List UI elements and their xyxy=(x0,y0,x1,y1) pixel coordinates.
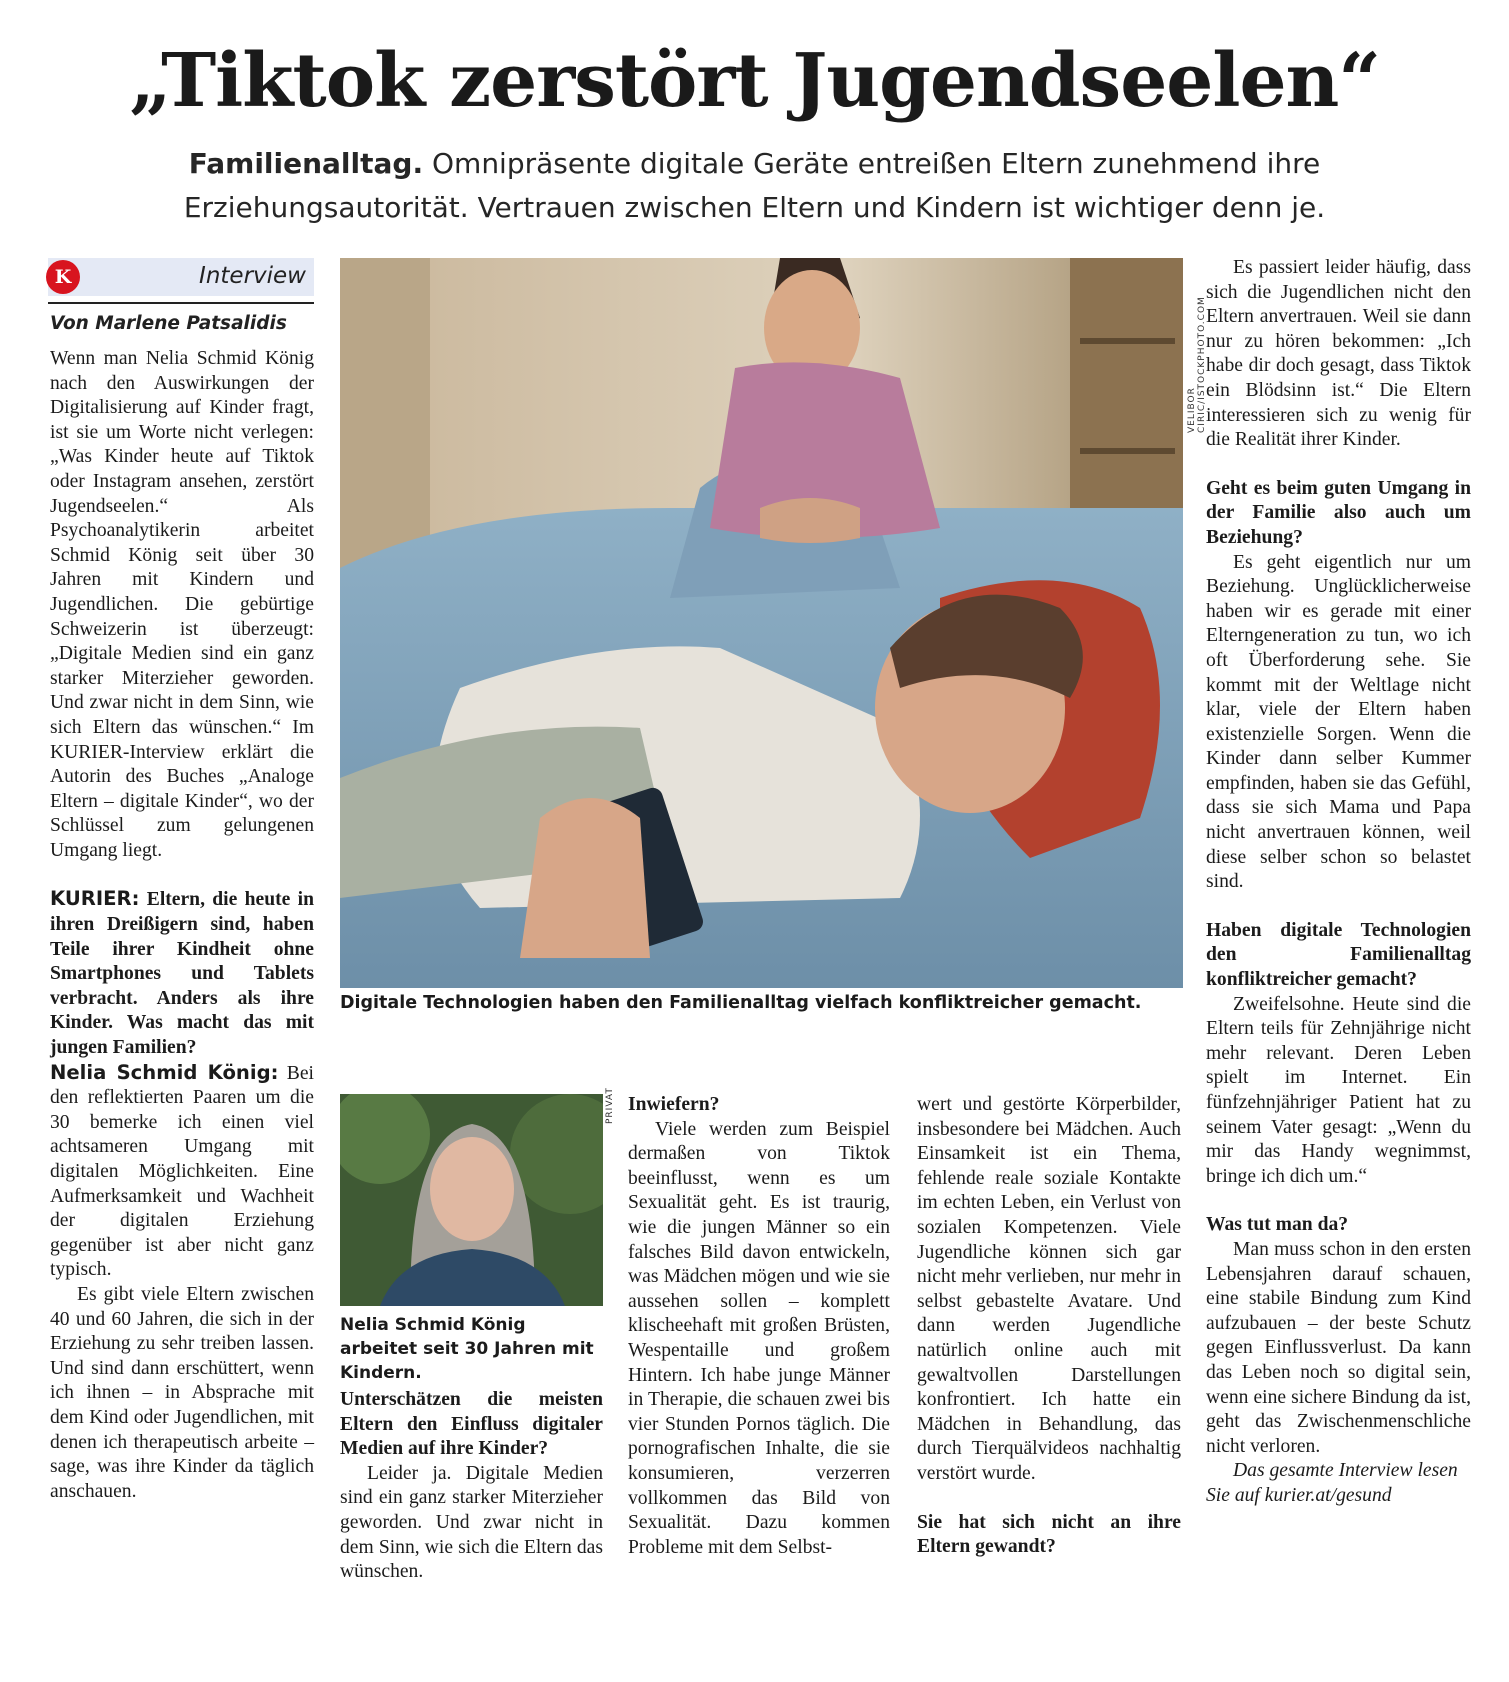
main-photo xyxy=(340,258,1183,988)
main-photo-credit: VELIBOR CIRIC/ISTOCKPHOTO.COM xyxy=(1187,296,1207,433)
column-3 xyxy=(628,1093,890,1560)
byline: Von Marlene Patsalidis xyxy=(50,313,287,334)
question-6: Haben digitale Technologien den Familienalltag konfliktreicher gemacht? xyxy=(1206,919,1471,991)
main-photo-caption: Digitale Technologien haben den Familienalltag vielfach konfliktreicher gemacht. xyxy=(340,993,1142,1013)
column-1 xyxy=(50,347,314,1504)
subhead-line1: Omnipräsente digitale Geräte entreißen Eltern zunehmend ihre xyxy=(432,147,1321,180)
portrait-caption: Nelia Schmid König arbeitet seit 30 Jahren mit Kindern. xyxy=(340,1315,594,1383)
answer-1 xyxy=(50,1061,314,1283)
badge-rule xyxy=(48,302,314,304)
portrait-credit: PRIVAT xyxy=(605,1087,615,1124)
answer-4: Es passiert leider häufig, dass sich die Jugendlichen nicht den Eltern anvertrauen. Weil sie dann nur zu hören bekommen: „Ich habe dir doch gesagt, dass Tiktok ein Blödsinn ist.“ Die Eltern interessieren sich zu wenig für die Realität ihrer Kinder. xyxy=(1206,257,1471,451)
question-1 xyxy=(50,887,314,1060)
question-3: Inwiefern? xyxy=(628,1094,720,1115)
answer-7: Man muss schon in den ersten Lebensjahren darauf schauen, eine stabile Bindung zum Kind aufzubauen – der beste Schutz gegen Einflussverlust. Da kann das Leben noch so digital sein, wenn eine sichere Bindung da ist, geht das Zwischenmenschliche nicht verloren. xyxy=(1206,1238,1471,1457)
question-7: Was tut man da? xyxy=(1206,1214,1349,1236)
subhead-kicker: Familienalltag. xyxy=(188,147,424,180)
answer-3-cont: wert und gestörte Körperbilder, insbesondere bei Mädchen. Auch Einsamkeit ist ein Thema, fehlende reale soziale Kontakte im echten Leben, ein Verlust von sozialen Kompetenzen. Viele Jugendliche können sich gar nicht mehr verlieben, nur mehr in selbst gebastelte Avatare. Und dann werden Jugendliche natürlich online auch mit gewaltvollen Darstellungen konfrontiert. Ich hatte ein Mädchen in Behandlung, das durch Tierquälvideos nachhaltig verstört wurde. xyxy=(917,1094,1181,1484)
answer-1-cont: Es gibt viele Eltern zwischen 40 und 60 Jahren, die sich in der Erziehung zu sehr treiben lassen. Und sind dann erschüttert, wenn ich ihnen – in Absprache mit dem Kind oder Jugendlichen, mit denen ich therapeutisch arbeite – sage, was ihre Kinder da täglich anschauen. xyxy=(50,1283,314,1502)
answer-3: Viele werden zum Beispiel dermaßen von Tiktok beeinflusst, wenn es um Sexualität geht. Es ist traurig, wie die jungen Männer so ein falsches Bild davon entwickeln, was Mädchen mögen und wie sie aussehen sollen – komplett klischeehaft mit großen Brüsten, Wespentaille und großem Hintern. Ich habe junge Männer in Therapie, die schauen zwei bis vier Stunden Pornos täglich. Die pornografischen Inhalte, die sie konsumieren, verzerren vollkommen das Bild von Sexualität. Dazu kommen Probleme mit dem Selbst- xyxy=(628,1118,890,1558)
answer-2: Leider ja. Digitale Medien sind ein ganz starker Miterzieher geworden. Und zwar nicht in dem Sinn, wie sich die Eltern das wünschen. xyxy=(340,1462,603,1583)
portrait-photo xyxy=(340,1094,603,1306)
column-4 xyxy=(917,1093,1181,1560)
question-4: Sie hat sich nicht an ihre Eltern gewandt? xyxy=(917,1511,1181,1558)
question-5: Geht es beim guten Umgang in der Familie also auch um Beziehung? xyxy=(1206,477,1471,548)
subheadline xyxy=(150,142,1359,230)
column-2 xyxy=(340,1388,603,1585)
intro-text: Wenn man Nelia Schmid König nach den Auswirkungen der Digitalisierung auf Kinder fragt, ist sie um Worte nicht verlegen: „Was Kinder heute auf Tiktok oder Instagram ansehen, zerstört Jugendseelen.“ Als Psychoanalytikerin arbeitet Schmid König seit über 30 Jahren mit Kindern und Jugendlichen. Die gebürtige Schweizerin ist überzeugt: „Digitale Medien sind ein ganz starker Miterzieher geworden. Und zwar nicht in dem Sinn, wie sich Eltern das wünschen.“ Im KURIER-Interview erklärt die Autorin des Buches „Analoge Eltern – digitale Kinder“, wo der Schlüssel zum gelungenen Umgang liegt. xyxy=(50,348,314,861)
answer-1-text: Bei den reflektierten Paaren um die 30 bemerke ich einen viel achtsameren Umgang mit digitalen Möglichkeiten. Eine Aufmerksamkeit und Wachheit der digitalen Erziehung gegenüber ist aber nicht ganz typisch. xyxy=(50,1062,314,1281)
portrait-image xyxy=(340,1094,603,1306)
headline: „Tiktok zerstört Jugendseelen“ xyxy=(129,38,1380,124)
kurier-label: KURIER: xyxy=(50,887,140,911)
interview-label: Interview xyxy=(199,263,306,289)
interviewee-label: Nelia Schmid König: xyxy=(50,1060,279,1084)
subhead-line2: Erziehungsautorität. Vertrauen zwischen Eltern und Kindern ist wichtiger denn je. xyxy=(183,191,1326,224)
question-2: Unterschätzen die meisten Eltern den Einfluss digitaler Medien auf ihre Kinder? xyxy=(340,1389,603,1460)
kurier-logo-icon: K xyxy=(46,260,80,294)
question-1-text: Eltern, die heute in ihren Dreißigern sind, haben Teile ihrer Kindheit ohne Smartphones und Tablets verbracht. Anders als ihre Kinder. Was macht das mit jungen Familien? xyxy=(50,889,314,1059)
answer-5: Es geht eigentlich nur um Beziehung. Unglücklicherweise haben wir es gerade mit einer Elterngeneration zu tun, wo ich oft Überforderung sehe. Sie kommt mit der Weltlage nicht klar, viele der Eltern haben existenzielle Sorgen. Wenn die Kinder dann selber Kummer empfinden, haben sie das Gefühl, dass sie sich Mama und Papa nicht anvertrauen können, weil diese selber schon so belastet sind. xyxy=(1206,551,1471,893)
column-5 xyxy=(1206,256,1471,1509)
footer-note: Das gesamte Interview lesen Sie auf kurier.at/gesund xyxy=(1206,1460,1458,1506)
answer-6: Zweifelsohne. Heute sind die Eltern teils für Zehnjährige nicht mehr relevant. Deren Leben spielt im Internet. Ein fünfzehnjähriger Patient hat zu seinem Vater gesagt: „Wenn du mir das Handy wegnimmst, bringe ich dich um.“ xyxy=(1206,993,1471,1187)
family-phone-photo xyxy=(340,258,1183,988)
